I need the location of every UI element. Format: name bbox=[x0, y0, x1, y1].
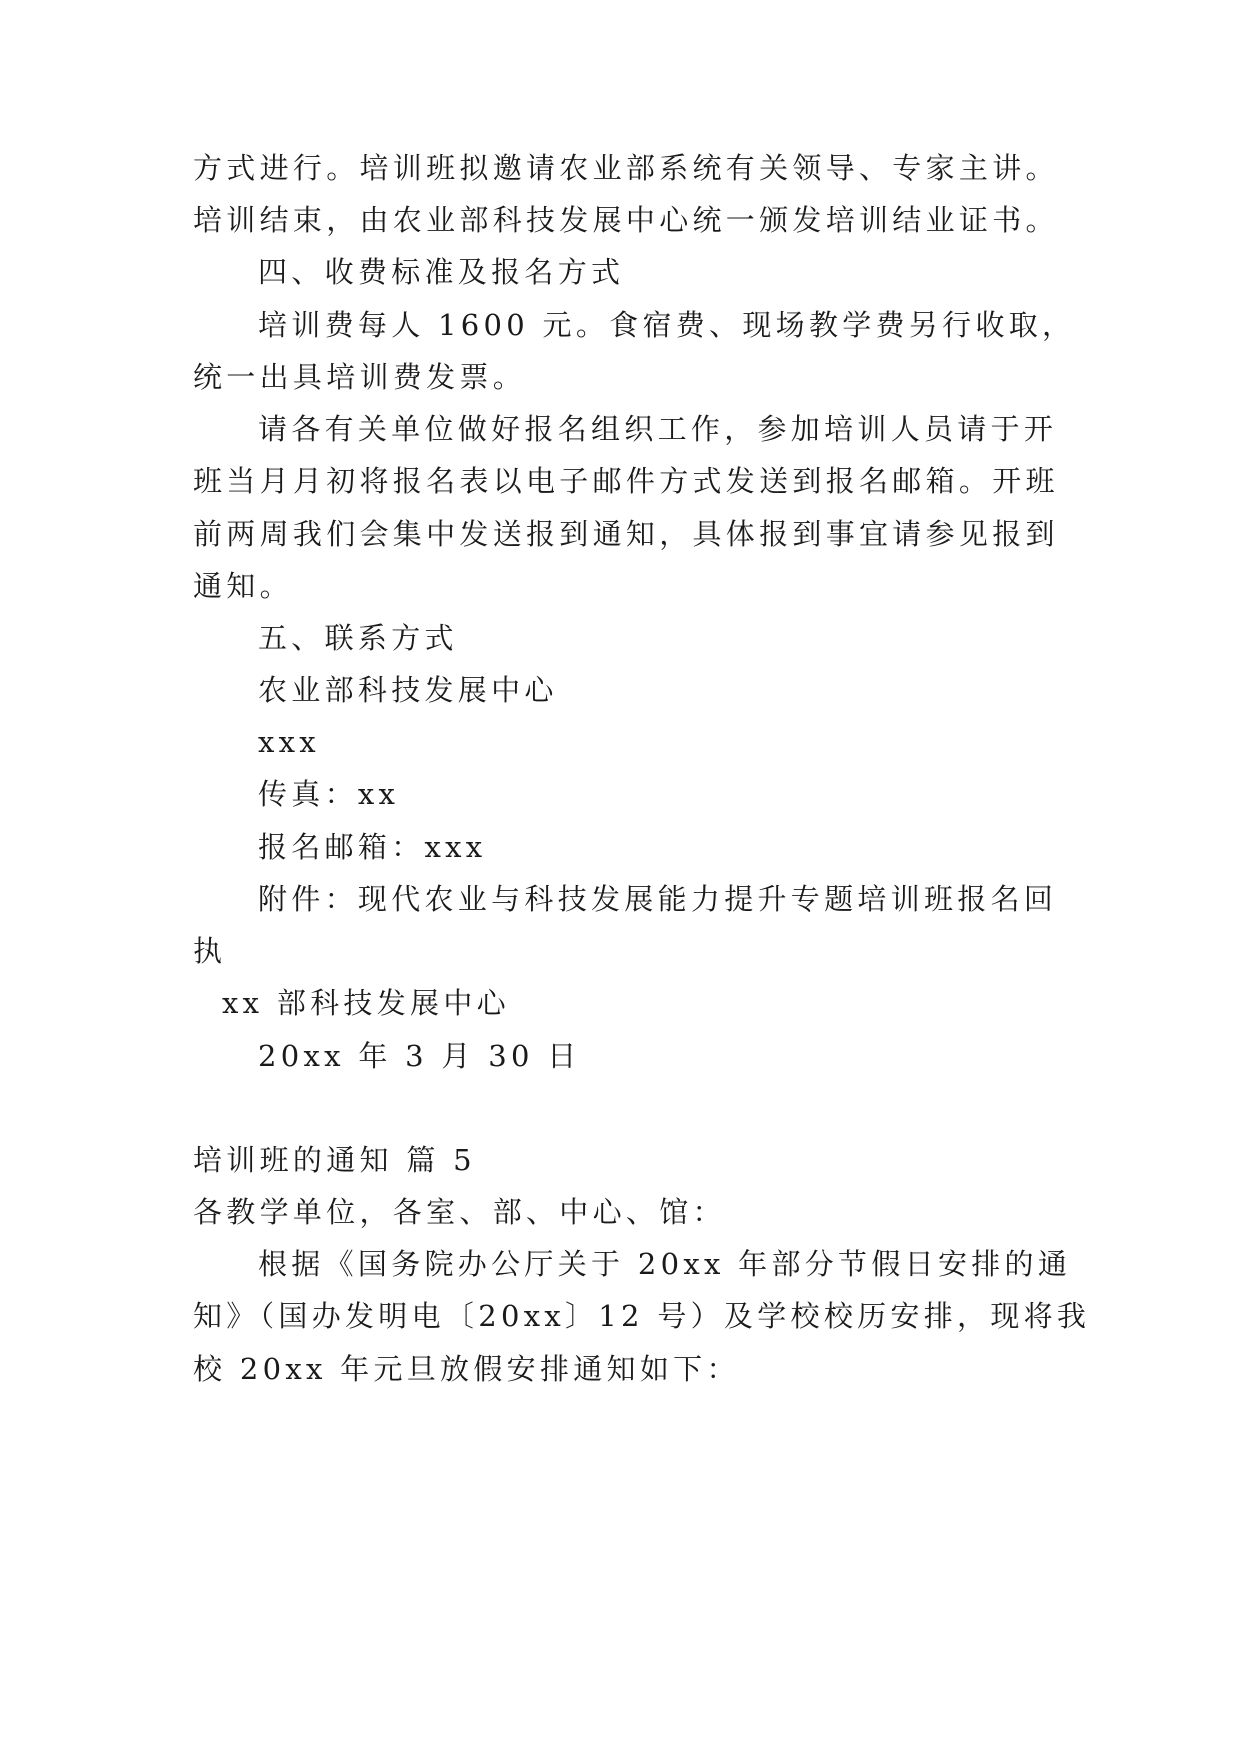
section-heading: 四、收费标准及报名方式 bbox=[258, 255, 625, 289]
contact-phone: xxx bbox=[258, 725, 320, 759]
text-line: 校 20xx 年元旦放假安排通知如下： bbox=[193, 1352, 740, 1386]
text-line: 知》（国办发明电〔20xx〕12 号）及学校校历安排，现将我 bbox=[193, 1299, 1091, 1333]
text-line: 前两周我们会集中发送报到通知，具体报到事宜请参见报到 bbox=[193, 517, 1059, 551]
section-heading: 五、联系方式 bbox=[258, 621, 458, 655]
signature-date: 20xx 年 3 月 30 日 bbox=[258, 1039, 581, 1073]
attachment-line: 附件：现代农业与科技发展能力提升专题培训班报名回 bbox=[258, 882, 1058, 916]
salutation: 各教学单位，各室、部、中心、馆： bbox=[193, 1195, 726, 1229]
text-line: 培训费每人 1600 元。食宿费、现场教学费另行收取， bbox=[258, 308, 1076, 342]
signature-organization: xx 部科技发展中心 bbox=[222, 986, 510, 1020]
text-line: 方式进行。培训班拟邀请农业部系统有关领导、专家主讲。 bbox=[193, 151, 1059, 185]
section-title: 培训班的通知 篇 5 bbox=[193, 1143, 476, 1177]
text-line: 培训结束，由农业部科技发展中心统一颁发培训结业证书。 bbox=[193, 203, 1059, 237]
text-line: 统一出具培训费发票。 bbox=[193, 360, 527, 394]
contact-fax: 传真：xx bbox=[258, 777, 400, 811]
text-line: 根据《国务院办公厅关于 20xx 年部分节假日安排的通 bbox=[258, 1247, 1072, 1281]
contact-email: 报名邮箱：xxx bbox=[258, 830, 487, 864]
text-line: 执 bbox=[193, 934, 227, 968]
contact-organization: 农业部科技发展中心 bbox=[258, 673, 558, 707]
text-line: 班当月月初将报名表以电子邮件方式发送到报名邮箱。开班 bbox=[193, 464, 1059, 498]
text-line: 通知。 bbox=[193, 569, 293, 603]
text-line: 请各有关单位做好报名组织工作，参加培训人员请于开 bbox=[258, 412, 1058, 446]
